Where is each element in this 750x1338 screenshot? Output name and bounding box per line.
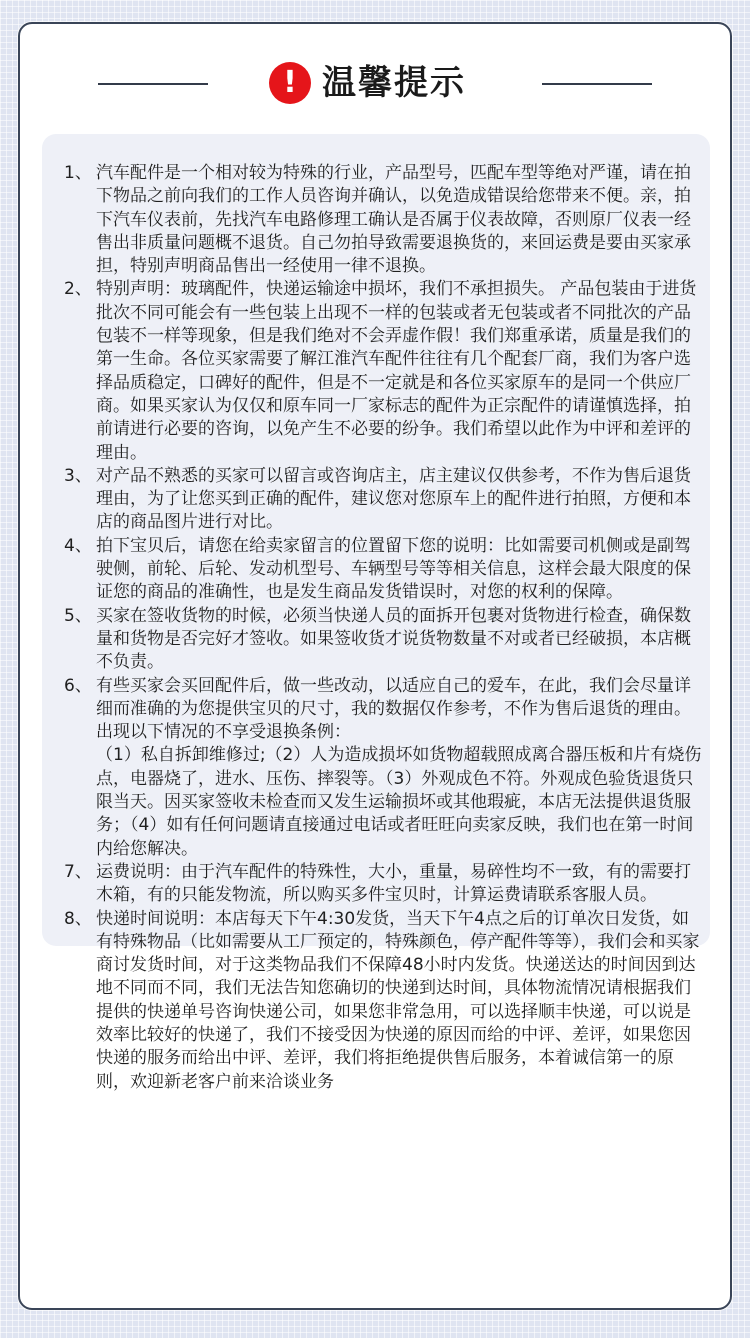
list-item <box>64 278 704 464</box>
list-item <box>64 675 704 722</box>
list-item <box>64 465 704 535</box>
list-item <box>64 535 704 605</box>
exceptions-title: 出现以下情况的不享受退换条例： <box>96 722 351 743</box>
item-number: 7、 <box>64 861 92 882</box>
notice-header <box>20 62 730 108</box>
header-divider-right <box>542 83 652 85</box>
notice-content <box>64 162 704 1094</box>
item-number: 2、 <box>64 279 92 300</box>
item-number: 6、 <box>64 675 92 696</box>
list-item <box>64 861 704 908</box>
item-text: 对产品不熟悉的买家可以留言或咨询店主，店主建议仅供参考，不作为售后退货理由，为了让您买到正确的配件，建议您对您原车上的配件进行拍照，方便和本店的商品图片进行对比。 <box>96 465 691 533</box>
list-item <box>64 162 704 278</box>
item-text: 买家在签收货物的时候，必须当快递人员的面拆开包裹对货物进行检查，确保数量和货物是否完好才签收。如果签收货才说货物数量不对或者已经破损，本店概不负责。 <box>96 605 691 673</box>
item-number: 8、 <box>64 908 92 929</box>
exclamation-icon: ! <box>269 62 311 104</box>
item-number: 5、 <box>64 605 92 626</box>
item-number: 4、 <box>64 535 92 556</box>
notice-card <box>18 22 732 1310</box>
item-text: 汽车配件是一个相对较为特殊的行业，产品型号，匹配车型等绝对严谨，请在拍下物品之前向我们的工作人员咨询并确认，以免造成错误给您带来不便。亲，拍下汽车仪表前，先找汽车电路修理工确认是否属于仪表故障，否则原厂仪表一经售出非质量问题概不退货。自己勿拍导致需要退换货的，来回运费是要由买家承担，特别声明商品售出一经使用一律不退换。 <box>96 163 691 277</box>
list-item <box>64 908 704 1094</box>
page-title: 温馨提示 <box>322 63 466 103</box>
list-item <box>64 605 704 675</box>
item-text: 运费说明：由于汽车配件的特殊性，大小，重量，易碎性均不一致，有的需要打木箱，有的只能发物流，所以购买多件宝贝时，计算运费请联系客服人员。 <box>96 861 691 906</box>
item-number: 1、 <box>64 163 92 183</box>
item-text: 快递时间说明：本店每天下午4:30发货，当天下午4点之后的订单次日发货，如有特殊物品（比如需要从工厂预定的，特殊颜色，停产配件等等），我们会和买家商讨发货时间，对于这类物品我们不保障48小时内发货。快递送达的时间因到达地不同而不同，我们无法告知您确切的快递到达时间，具体物流情况请根据我们提供的快递单号咨询快递公司，如果您非常急用，可以选择顺丰快递，可以说是效率比较好的快递了，我们不接受因为快递的原因而给的中评、差评，如果您因快递的服务而给出中评、差评，我们将拒绝提供售后服务，本着诚信第一的原则，欢迎新老客户前来洽谈业务 <box>96 908 700 1092</box>
item-text: 特别声明：玻璃配件，快递运输途中损坏，我们不承担损失。 产品包装由于进货批次不同可能会有一些包装上出现不一样的包装或者无包装或者不同批次的产品包装不一样等现象，但是我们绝对不会弄虚作假！我们郑重承诺，质量是我们的第一生命。各位买家需要了解江淮汽车配件往往有几个配套厂商，我们为客户选择品质稳定，口碑好的配件，但是不一定就是和各位买家原车的是同一个供应厂商。如果买家认为仅仅和原车同一厂家标志的配件为正宗配件的请谨慎选择，拍前请进行必要的咨询，以免产生不必要的纷争。我们希望以此作为中评和差评的理由。 <box>96 279 697 463</box>
item-text: 拍下宝贝后，请您在给卖家留言的位置留下您的说明：比如需要司机侧或是副驾驶侧，前轮、后轮、发动机型号、车辆型号等等相关信息，这样会最大限度的保证您的商品的准确性，也是发生商品发货错误时，对您的权利的保障。 <box>96 535 691 603</box>
exceptions-text: （1）私自拆卸维修过;（2）人为造成损坏如货物超载照成离合器压板和片有烧伤点，电器烧了，进水、压伤、摔裂等。（3）外观成色不符。外观成色验货退货只限当天。因买家签收未检查而又发生运输损坏或其他瑕疵，本店无法提供退货服务；（4）如有任何问题请直接通过电话或者旺旺向卖家反映，我们也在第一时间内给您解决。 <box>96 745 702 859</box>
item-number: 3、 <box>64 465 92 486</box>
header-divider-left <box>98 83 208 85</box>
item-text: 有些买家会买回配件后，做一些改动，以适应自己的爱车，在此，我们会尽量详细而准确的为您提供宝贝的尺寸，我的数据仅作参考，不作为售后退货的理由。 <box>96 675 691 719</box>
